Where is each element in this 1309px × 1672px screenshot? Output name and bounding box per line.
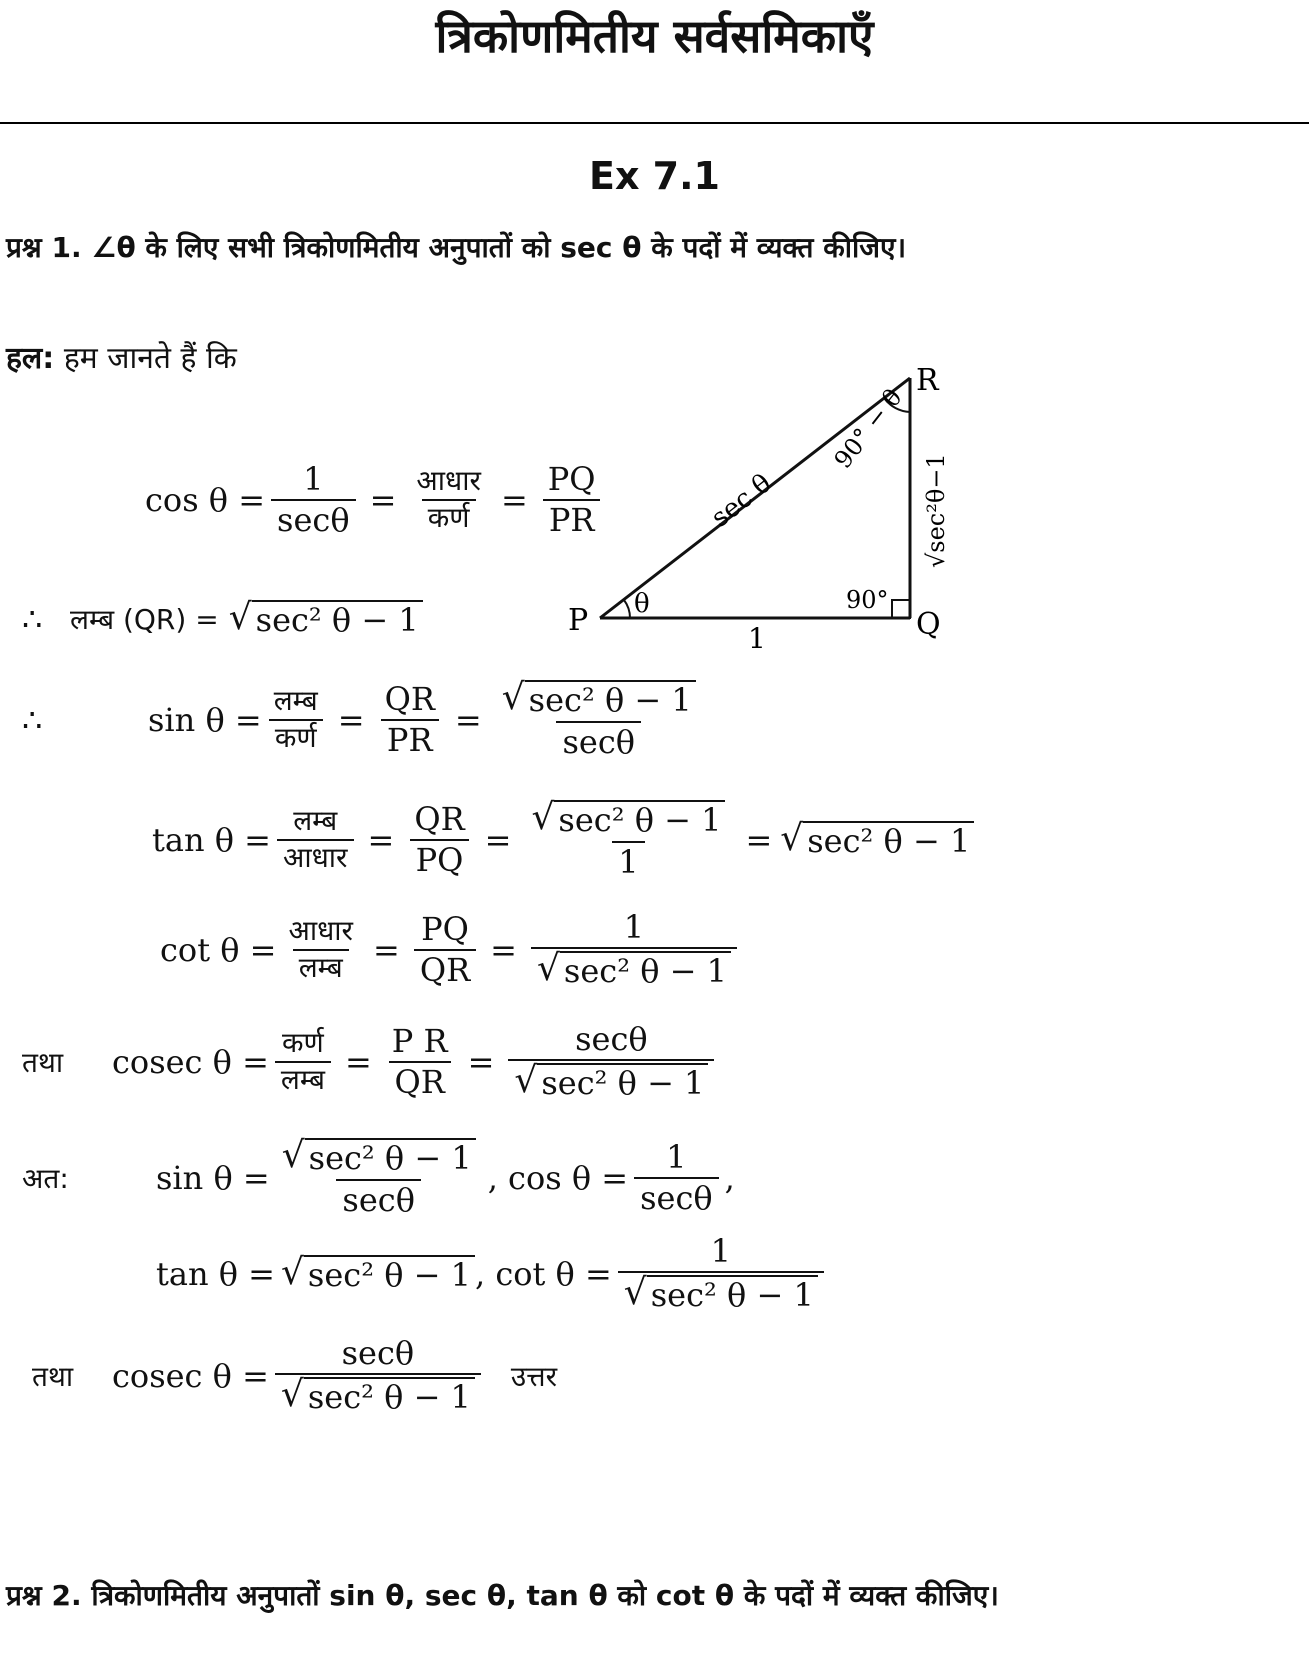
question-1: प्रश्न 1. ∠θ के लिए सभी त्रिकोणमितीय अनुपातों को sec θ के पदों में व्यक्त कीजिए। xyxy=(6,231,907,264)
equals-sign: = xyxy=(467,1042,495,1081)
numerator: P R xyxy=(391,1021,448,1060)
vertex-r: R xyxy=(916,363,939,398)
eq-cosec xyxy=(22,1022,720,1102)
denominator: कर्ण xyxy=(269,719,323,754)
angle-theta-label: θ xyxy=(634,589,650,619)
radicand: sec² θ − 1 xyxy=(803,821,974,860)
fn-cosec: cosec θ = xyxy=(112,1042,269,1081)
numerator: 1 xyxy=(623,908,645,946)
side-qr-label: √sec²θ−1 xyxy=(922,453,950,568)
also-label: तथा xyxy=(32,1359,74,1393)
eq-cot xyxy=(160,910,743,990)
perpendicular-label: लम्ब (QR) = xyxy=(70,603,219,637)
fn-sin: sin θ = xyxy=(156,1158,270,1197)
fraction xyxy=(618,1234,824,1314)
numerator: PQ xyxy=(547,460,596,498)
radicand: sec² θ − 1 xyxy=(252,600,423,639)
denominator: QR xyxy=(389,1061,451,1100)
angle-r-label: 90° − θ xyxy=(828,383,908,474)
denominator: secθ xyxy=(336,1179,421,1218)
denominator xyxy=(275,1373,481,1416)
equals-sign: = xyxy=(484,820,512,859)
fraction xyxy=(525,797,731,881)
numerator: लम्ब xyxy=(293,804,338,838)
fraction xyxy=(408,799,470,879)
fraction xyxy=(271,462,356,538)
denominator xyxy=(508,1059,714,1102)
equals-sign: = xyxy=(337,700,365,739)
numerator: secθ xyxy=(341,1334,415,1372)
radical-sign: √ xyxy=(536,948,560,990)
vertex-p: P xyxy=(568,603,589,638)
denominator xyxy=(618,1271,824,1314)
numerator: कर्ण xyxy=(282,1026,324,1060)
therefore-symbol: ∴ xyxy=(22,700,43,739)
title-divider xyxy=(0,122,1309,124)
denominator: secθ xyxy=(634,1177,719,1216)
radicand: sec² θ − 1 xyxy=(554,800,725,839)
solution-label: हल: xyxy=(6,341,55,376)
fraction xyxy=(275,1336,481,1416)
fn-cot: cot θ = xyxy=(160,930,277,969)
numerator xyxy=(496,677,702,721)
radicand: sec² θ − 1 xyxy=(560,951,731,990)
equals-sign: = xyxy=(745,820,773,859)
numerator: secθ xyxy=(575,1020,648,1058)
fraction xyxy=(282,916,359,984)
radical-sign: √ xyxy=(501,677,525,718)
radical-sign: √ xyxy=(780,817,804,859)
radicand: sec² θ − 1 xyxy=(305,1138,476,1177)
equals-sign: = xyxy=(344,1042,372,1081)
summary-cosec xyxy=(32,1336,557,1416)
radicand: sec² θ − 1 xyxy=(525,680,696,719)
denominator: PQ xyxy=(410,839,470,878)
side-pr-label: sec θ xyxy=(705,468,778,534)
eq-perpendicular xyxy=(22,597,423,639)
denominator: PR xyxy=(381,719,439,758)
equals-sign: = xyxy=(367,820,395,859)
hence-label: अत: xyxy=(22,1161,69,1195)
equals-sign: = xyxy=(500,481,528,520)
fn-tan: tan θ = xyxy=(152,820,271,859)
fn-tan: tan θ = xyxy=(156,1254,275,1293)
numerator: लम्ब xyxy=(273,684,318,718)
denominator: आधार xyxy=(277,839,354,874)
denominator: कर्ण xyxy=(422,499,476,534)
sqrt-expression xyxy=(280,1251,475,1294)
fn-cot-inline: , cot θ = xyxy=(474,1254,612,1293)
equals-sign: = xyxy=(490,930,517,969)
question-2: प्रश्न 2. त्रिकोणमितीय अनुपातों sin θ, sec θ, tan θ को cot θ के पदों में व्यक्त कीजिए। xyxy=(6,1579,999,1612)
comma: , xyxy=(724,1158,735,1197)
fraction xyxy=(542,462,602,538)
fn-sin: sin θ = xyxy=(148,700,262,739)
fn-cosec: cosec θ = xyxy=(112,1356,269,1395)
numerator: QR xyxy=(384,679,435,718)
denominator: लम्ब xyxy=(275,1061,331,1096)
radical-sign: √ xyxy=(228,597,252,638)
numerator xyxy=(276,1135,482,1179)
radical-sign: √ xyxy=(280,1251,304,1293)
vertex-q: Q xyxy=(916,607,941,642)
fraction xyxy=(531,910,737,990)
fraction xyxy=(634,1137,719,1217)
denominator: 1 xyxy=(612,841,644,880)
fraction xyxy=(277,806,354,874)
side-pq-label: 1 xyxy=(748,622,766,655)
equals-sign: = xyxy=(369,481,397,520)
radicand: sec² θ − 1 xyxy=(304,1255,475,1294)
denominator: secθ xyxy=(271,499,356,538)
page-title: त्रिकोणमितीय सर्वसमिकाएँ xyxy=(435,9,874,63)
angle-p-arc xyxy=(624,600,630,618)
denominator: PR xyxy=(543,499,601,538)
sqrt-expression xyxy=(228,597,423,639)
solution-intro-text: हम जानते हैं कि xyxy=(63,341,237,376)
sqrt-expression xyxy=(780,817,974,860)
answer-label: उत्तर xyxy=(510,1359,558,1393)
fraction xyxy=(496,677,702,761)
fraction xyxy=(386,1021,454,1101)
numerator: QR xyxy=(414,799,465,838)
denominator: लम्ब xyxy=(293,949,349,984)
denominator: secθ xyxy=(556,721,641,760)
therefore-symbol: ∴ xyxy=(22,600,43,639)
numerator: 1 xyxy=(666,1137,687,1176)
solution-intro xyxy=(6,336,237,377)
right-angle-mark xyxy=(892,600,910,618)
also-label: तथा xyxy=(22,1045,64,1079)
eq-tan xyxy=(152,797,974,881)
radical-sign: √ xyxy=(531,797,555,838)
summary-sin-cos xyxy=(22,1135,735,1219)
denominator: QR xyxy=(414,949,476,988)
fraction xyxy=(276,1135,482,1219)
eq-sin xyxy=(22,677,708,761)
numerator: आधार xyxy=(288,914,354,948)
denominator xyxy=(531,947,737,990)
fn-cos: cos θ = xyxy=(145,481,266,520)
fraction xyxy=(414,909,476,989)
radical-sign: √ xyxy=(280,1374,304,1416)
numerator: PQ xyxy=(421,909,469,948)
equals-sign: = xyxy=(454,700,482,739)
radical-sign: √ xyxy=(514,1060,538,1102)
numerator xyxy=(525,797,731,841)
numerator: 1 xyxy=(710,1232,731,1270)
angle-q-label: 90° xyxy=(846,586,889,614)
numerator: 1 xyxy=(303,460,324,498)
fraction xyxy=(379,679,441,759)
fraction xyxy=(275,1028,331,1096)
exercise-heading: Ex 7.1 xyxy=(588,154,720,198)
eq-cos xyxy=(145,462,608,538)
fraction xyxy=(268,686,324,754)
fraction xyxy=(508,1022,714,1102)
radicand: sec² θ − 1 xyxy=(304,1377,475,1416)
equals-sign: = xyxy=(373,930,400,969)
radical-sign: √ xyxy=(281,1135,305,1176)
radical-sign: √ xyxy=(623,1272,647,1314)
numerator: आधार xyxy=(416,464,481,498)
fn-cos-inline: , cos θ = xyxy=(487,1158,629,1197)
summary-tan-cot xyxy=(156,1234,830,1314)
radicand: sec² θ − 1 xyxy=(647,1275,818,1314)
radicand: sec² θ − 1 xyxy=(537,1063,708,1102)
fraction xyxy=(410,466,487,534)
